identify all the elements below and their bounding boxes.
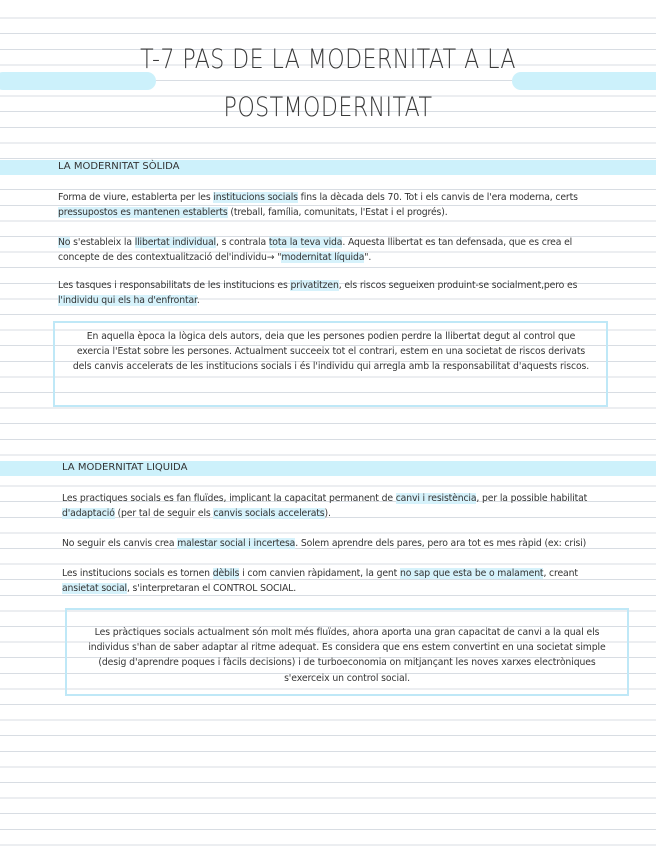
highlight: llibertat individual xyxy=(134,237,216,248)
highlight: ansietat social xyxy=(62,583,127,594)
section-2-paragraph-1 xyxy=(62,491,604,521)
text: Forma de viure, establerta per les xyxy=(58,192,214,203)
text: fins la dècada dels 70. Tot i els canvis de l'era moderna, certs xyxy=(297,192,578,203)
highlight: d'adaptació xyxy=(62,508,115,519)
text: No seguir els canvis crea xyxy=(62,538,178,549)
highlight: dèbils xyxy=(212,568,240,579)
text: Les institucions socials es tornen xyxy=(62,568,213,579)
section-2-summary-text: Les pràctiques socials actualment són molt més fluïdes, ahora aporta una gran capacitat de canvi a la qual els individus s'han de saber adaptar al ritme adequat. Es considera que ens estem convertint en una societat simple (desig d'aprendre poques i fàcils decisions) i de turboeconomia on mitjançant les noves xarxes electròniques s'exerceix un control social. xyxy=(88,627,606,684)
section-1-paragraph-1 xyxy=(58,190,598,220)
highlight: l'individu qui els ha d'enfrontar xyxy=(58,295,197,306)
section-1-heading: LA MODERNITAT SÒLIDA xyxy=(58,161,180,172)
section-1-paragraph-3 xyxy=(58,278,598,308)
text: , s contrala xyxy=(215,237,269,248)
highlight: canvi i resistència xyxy=(395,493,477,504)
text: . Aquesta llibertat es tan defensada, que es crea el concepte de des contextualització del'individu→ " xyxy=(58,237,573,263)
text: Les practiques socials es fan fluïdes, implicant la capacitat permanent de xyxy=(62,493,396,504)
text: Les tasques i responsabilitats de les institucions es xyxy=(58,280,291,291)
section-2-paragraph-2 xyxy=(62,536,604,551)
section-2-heading: LA MODERNITAT LIQUIDA xyxy=(62,462,188,473)
text: . Solem aprendre dels pares, pero ara tot es mes ràpid (ex: crisi) xyxy=(295,538,587,549)
highlight: privatitzen xyxy=(290,280,339,291)
text: , creant xyxy=(543,568,578,579)
section-1-paragraph-2 xyxy=(58,235,598,265)
highlight: No xyxy=(58,237,71,248)
page-title-line-1: T-7 PAS DE LA MODERNITAT A LA xyxy=(140,44,516,75)
text: s'estableix la xyxy=(70,237,135,248)
highlight: institucions socials xyxy=(213,192,298,203)
highlight: pressupostos es mantenen establerts xyxy=(58,207,228,218)
text: (per tal de seguir els xyxy=(114,508,214,519)
highlight: no sap que esta be o malament xyxy=(399,568,544,579)
highlight: modernitat líquida xyxy=(281,252,365,263)
text: ". xyxy=(364,252,372,263)
highlight: malestar social i incertesa xyxy=(177,538,296,549)
section-2-paragraph-3 xyxy=(62,566,604,596)
text: . xyxy=(196,295,200,306)
text: i com canvien ràpidament, la gent xyxy=(239,568,400,579)
section-1-summary-text: En aquella època la lògica dels autors, deia que les persones podien perdre la llibertat degut al control que exercia l'Estat sobre les persones. Actualment succeeix tot el contrari, estem en una societat de riscos derivats dels canvis accelerats de les institucions socials i és l'individu qui arregla amb la responsabilitat d'aquests riscos. xyxy=(72,331,590,373)
highlight: canvis socials accelerats xyxy=(213,508,325,519)
text: , els riscos segueixen produint-se socialment,pero es xyxy=(338,280,578,291)
highlight: tota la teva vida xyxy=(268,237,343,248)
text: , s'interpretaran el CONTROL SOCIAL. xyxy=(126,583,297,594)
text: ). xyxy=(324,508,331,519)
text: , per la possible habilitat xyxy=(476,493,588,504)
text: (treball, família, comunitats, l'Estat i el progrés). xyxy=(227,207,448,218)
page-title-line-2: POSTMODERNITAT xyxy=(223,92,433,123)
